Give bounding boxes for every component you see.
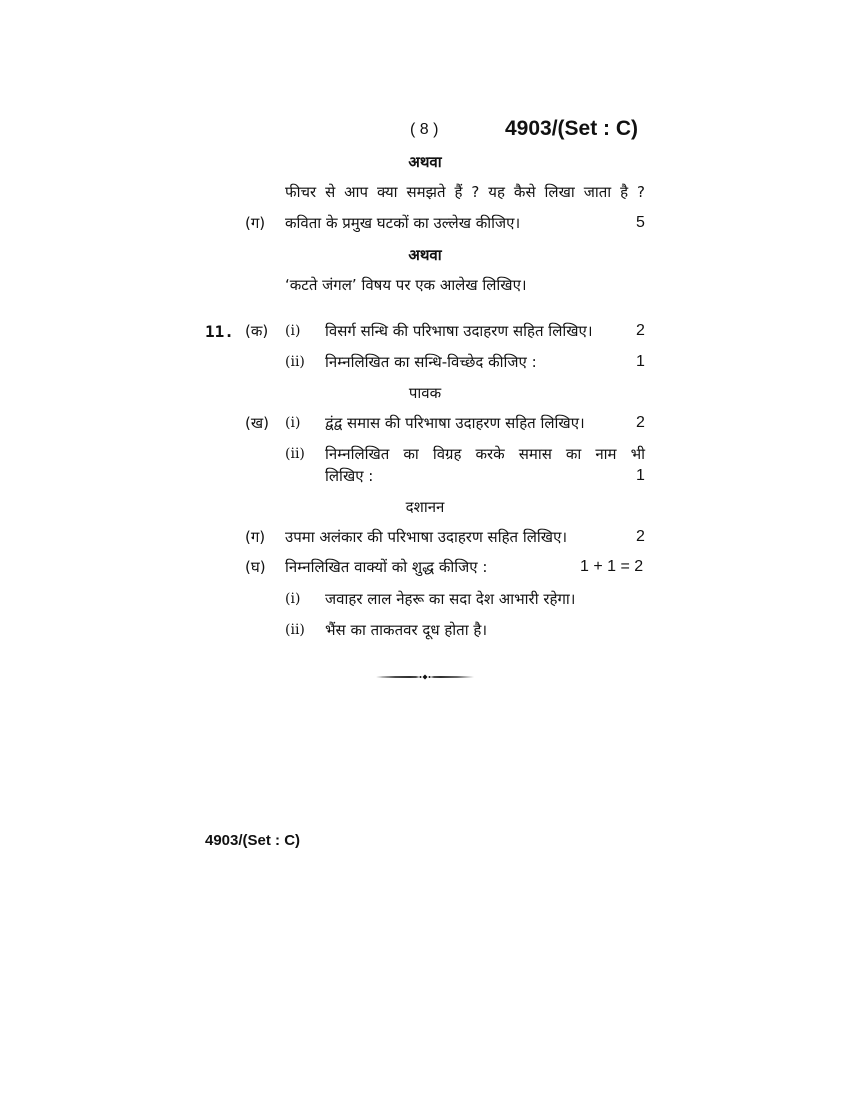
question-text: द्वंद्व समास की परिभाषा उदाहरण सहित लिखिए। bbox=[325, 414, 585, 432]
question-label: (ग) bbox=[245, 214, 266, 232]
sentence-text: भैंस का ताकतवर दूध होता है। bbox=[325, 621, 488, 639]
ornamental-divider bbox=[376, 674, 474, 680]
sub-question-label: (घ) bbox=[245, 558, 266, 576]
part-label: (ii) bbox=[285, 446, 305, 462]
part-label: (i) bbox=[285, 415, 301, 431]
essay-question: ‘कटते जंगल’ विषय पर एक आलेख लिखिए। bbox=[285, 276, 527, 294]
question-marks: 1 bbox=[636, 467, 645, 484]
question-text: कविता के प्रमुख घटकों का उल्लेख कीजिए। bbox=[285, 214, 521, 232]
question-marks: 2 bbox=[636, 322, 645, 339]
question-text: निम्नलिखित वाक्यों को शुद्ध कीजिए : bbox=[285, 558, 488, 576]
question-number: 11. bbox=[205, 322, 234, 341]
question-text: निम्नलिखित का विग्रह करके समास का नाम भी bbox=[325, 445, 645, 463]
question-marks: 2 bbox=[636, 528, 645, 545]
sentence-text: जवाहर लाल नेहरू का सदा देश आभारी रहेगा। bbox=[325, 590, 576, 608]
paper-code-footer: 4903/(Set : C) bbox=[205, 832, 301, 849]
question-marks: 2 bbox=[636, 414, 645, 431]
question-text: उपमा अलंकार की परिभाषा उदाहरण सहित लिखिए। bbox=[285, 528, 568, 546]
feature-question: फीचर से आप क्या समझते हैं ? यह कैसे लिखा जाता है ? bbox=[285, 183, 645, 201]
part-label: (i) bbox=[285, 323, 301, 339]
sub-question-label: (ख) bbox=[245, 414, 269, 432]
sub-question-label: (ग) bbox=[245, 528, 266, 546]
page-number: ( 8 ) bbox=[410, 121, 439, 138]
question-text: निम्नलिखित का सन्धि-विच्छेद कीजिए : bbox=[325, 353, 537, 371]
question-text: लिखिए : bbox=[325, 467, 374, 485]
athva-heading: अथवा bbox=[408, 153, 442, 171]
question-marks: 1 + 1 = 2 bbox=[580, 558, 644, 575]
question-marks: 1 bbox=[636, 353, 645, 370]
part-label: (i) bbox=[285, 591, 301, 607]
paper-code-header: 4903/(Set : C) bbox=[505, 117, 639, 140]
samas-word: दशानन bbox=[405, 498, 445, 516]
question-text: विसर्ग सन्धि की परिभाषा उदाहरण सहित लिखिए। bbox=[325, 322, 593, 340]
sandhi-word: पावक bbox=[408, 384, 442, 402]
part-label: (ii) bbox=[285, 354, 305, 370]
athva-heading: अथवा bbox=[408, 246, 442, 264]
question-marks: 5 bbox=[636, 214, 645, 231]
part-label: (ii) bbox=[285, 622, 305, 638]
sub-question-label: (क) bbox=[245, 322, 269, 340]
